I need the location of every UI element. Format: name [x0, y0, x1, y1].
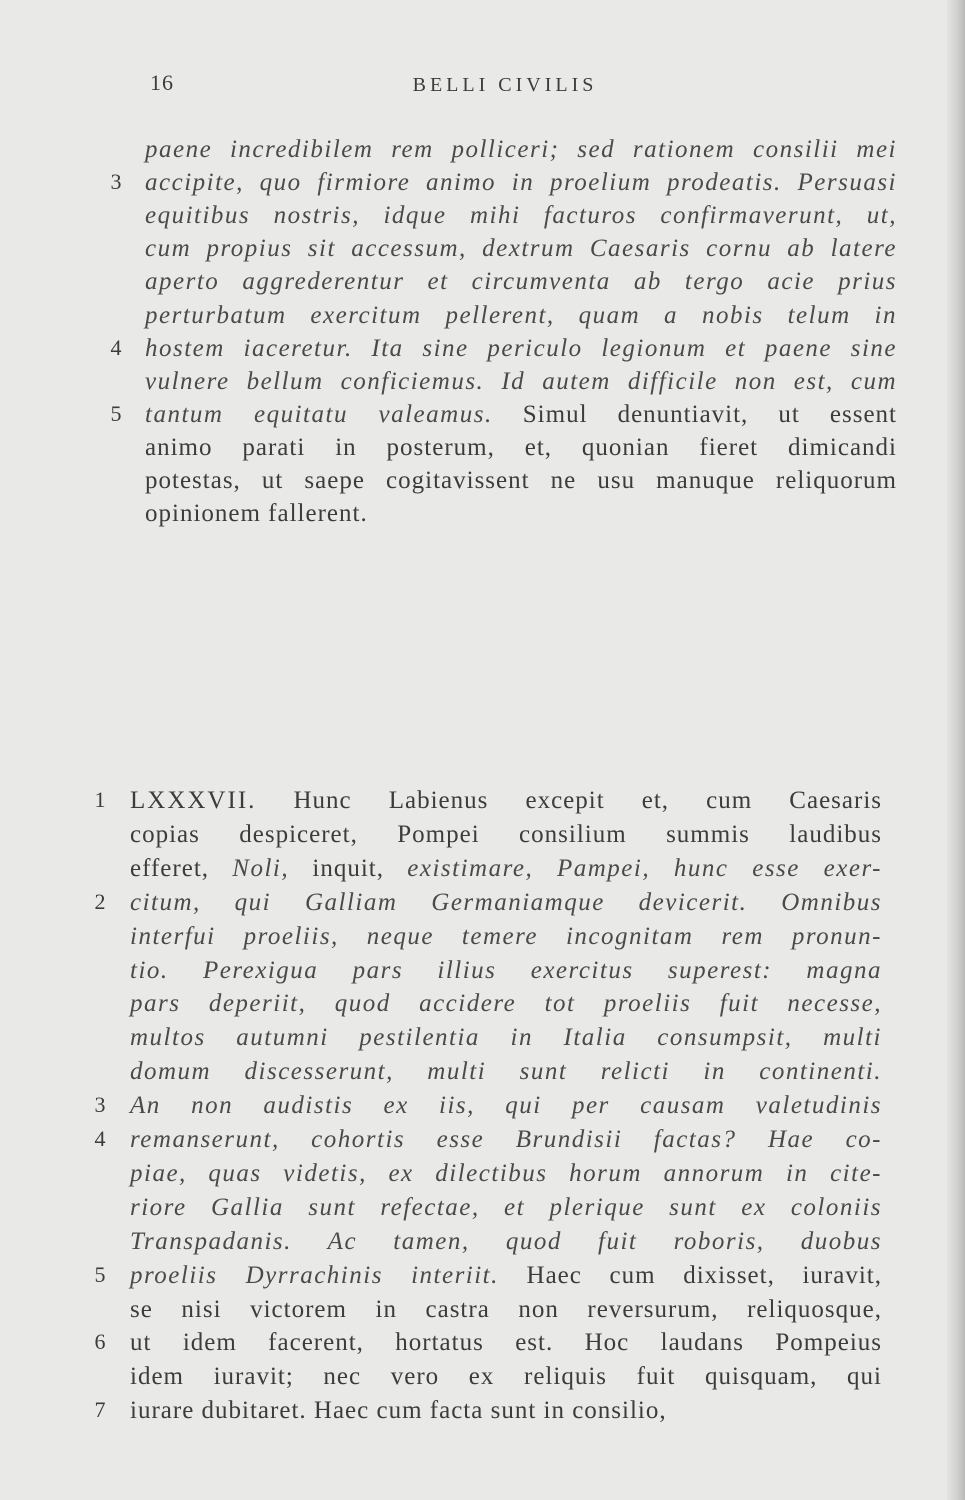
italic-segment: remanserunt, cohortis esse Brundisii factas? Hae co-	[130, 1126, 882, 1153]
margin-section-number: 5	[94, 1261, 106, 1287]
margin-section-number: 5	[110, 400, 122, 426]
text-line	[145, 300, 897, 332]
page-edge-shadow	[947, 0, 965, 1500]
italic-segment: cum propius sit accessum, dextrum Caesaris cornu ab latere	[145, 235, 897, 263]
text-line	[145, 366, 897, 398]
text-line	[130, 1327, 882, 1359]
text-line	[145, 498, 897, 530]
text-line	[130, 955, 882, 987]
margin-section-number: 3	[94, 1092, 106, 1118]
roman-segment: efferet,	[130, 854, 233, 882]
text-line	[145, 266, 897, 298]
roman-segment: Haec cum dixisset, iuravit,	[498, 1261, 882, 1289]
running-head: BELLI CIVILIS	[412, 74, 598, 96]
text-line	[145, 333, 897, 365]
roman-segment: idem iuravit; nec vero ex reliquis fuit quisquam, qui	[130, 1363, 882, 1391]
text-line	[145, 233, 897, 265]
italic-segment: domum discesserunt, multi sunt relicti in continenti.	[130, 1058, 882, 1086]
text-line	[130, 1124, 882, 1156]
page-number: 16	[150, 70, 174, 95]
italic-segment: vulnere bellum conficiemus. Id autem difficile non est, cum	[145, 367, 897, 395]
italic-segment: piae, quas videtis, ex dilectibus horum annorum in cite-	[130, 1159, 882, 1187]
roman-segment: copias despiceret, Pompei consilium summis laudibus	[130, 820, 882, 848]
text-line	[130, 1022, 882, 1054]
italic-segment: perturbatum exercitum pellerent, quam a nobis telum in	[145, 301, 897, 329]
margin-section-number: 2	[94, 888, 106, 914]
roman-segment: opinionem fallerent.	[145, 500, 368, 528]
italic-segment: multos autumni pestilentia in Italia consumpsit, multi	[130, 1024, 882, 1052]
italic-segment: Transpadanis. Ac tamen, quod fuit roboris, duobus	[130, 1227, 882, 1255]
text-line	[130, 1395, 882, 1427]
text-line	[130, 887, 882, 919]
italic-segment: tantum equitatu valeamus.	[145, 400, 493, 428]
roman-segment: ut idem facerent, hortatus est. Hoc laudans Pompeius	[130, 1329, 882, 1357]
italic-segment: equitibus nostris, idque mihi facturos confirmaverunt, ut,	[145, 202, 897, 230]
margin-section-number: 6	[94, 1329, 106, 1355]
margin-section-number: 1	[94, 787, 106, 812]
margin-section-number: 3	[110, 169, 122, 195]
roman-segment: se nisi victorem in castra non reversurum, reliquosque,	[130, 1295, 882, 1323]
text-line	[130, 921, 882, 953]
text-line	[145, 200, 897, 232]
text-line	[145, 167, 897, 199]
margin-section-number: 7	[94, 1397, 106, 1423]
italic-segment: paene incredibilem rem polliceri; sed rationem consilii mei	[145, 136, 897, 163]
italic-segment: citum, qui Galliam Germaniamque devicerit. Omnibus	[130, 888, 882, 916]
italic-segment: proeliis Dyrrachinis interiit.	[130, 1261, 499, 1289]
text-line	[130, 1158, 882, 1190]
text-line	[145, 134, 897, 166]
roman-segment: animo parati in posterum, et, quonian fieret dimicandi	[145, 433, 897, 461]
text-line	[130, 1056, 882, 1088]
roman-segment: Hunc Labienus excepit et, cum Caesaris	[256, 787, 882, 814]
italic-segment: interfui proeliis, neque temere incognitam rem pronun-	[130, 922, 882, 950]
roman-segment: iurare dubitaret. Haec cum facta sunt in consilio,	[130, 1397, 667, 1425]
text-line	[130, 1361, 882, 1393]
text-line	[130, 988, 882, 1020]
text-line	[130, 819, 882, 851]
roman-segment: LXXXVII.	[130, 787, 257, 814]
italic-segment: pars deperiit, quod accidere tot proeliis fuit necesse,	[130, 990, 882, 1018]
italic-segment: An non audistis ex iis, qui per causam valetudinis	[130, 1092, 882, 1120]
roman-segment: inquit,	[289, 854, 408, 882]
text-line	[130, 1192, 882, 1224]
text-line	[130, 1260, 882, 1292]
text-line	[130, 1294, 882, 1326]
italic-segment: aperto aggrederentur et circumventa ab tergo acie prius	[145, 268, 897, 296]
text-line	[145, 432, 897, 464]
text-line	[130, 1090, 882, 1122]
text-line	[130, 785, 882, 817]
italic-segment: accipite, quo firmiore animo in proelium prodeatis. Persuasi	[145, 169, 897, 197]
roman-segment: potestas, ut saepe cogitavissent ne usu manuque reliquorum	[145, 467, 897, 494]
text-line	[145, 399, 897, 431]
roman-segment: Simul denuntiavit, ut essent	[492, 400, 897, 428]
text-line	[145, 465, 897, 497]
italic-segment: Noli,	[232, 854, 290, 882]
text-line	[130, 853, 882, 885]
italic-segment: tio. Perexigua pars illius exercitus superest: magna	[130, 956, 882, 984]
margin-section-number: 4	[110, 334, 122, 360]
italic-segment: riore Gallia sunt refectae, et plerique sunt ex coloniis	[130, 1193, 882, 1221]
margin-section-number: 4	[94, 1126, 106, 1151]
italic-segment: hostem iaceretur. Ita sine periculo legionum et paene sine	[145, 334, 897, 362]
text-line	[130, 1226, 882, 1258]
italic-segment: existimare, Pampei, hunc esse exer-	[407, 854, 882, 882]
